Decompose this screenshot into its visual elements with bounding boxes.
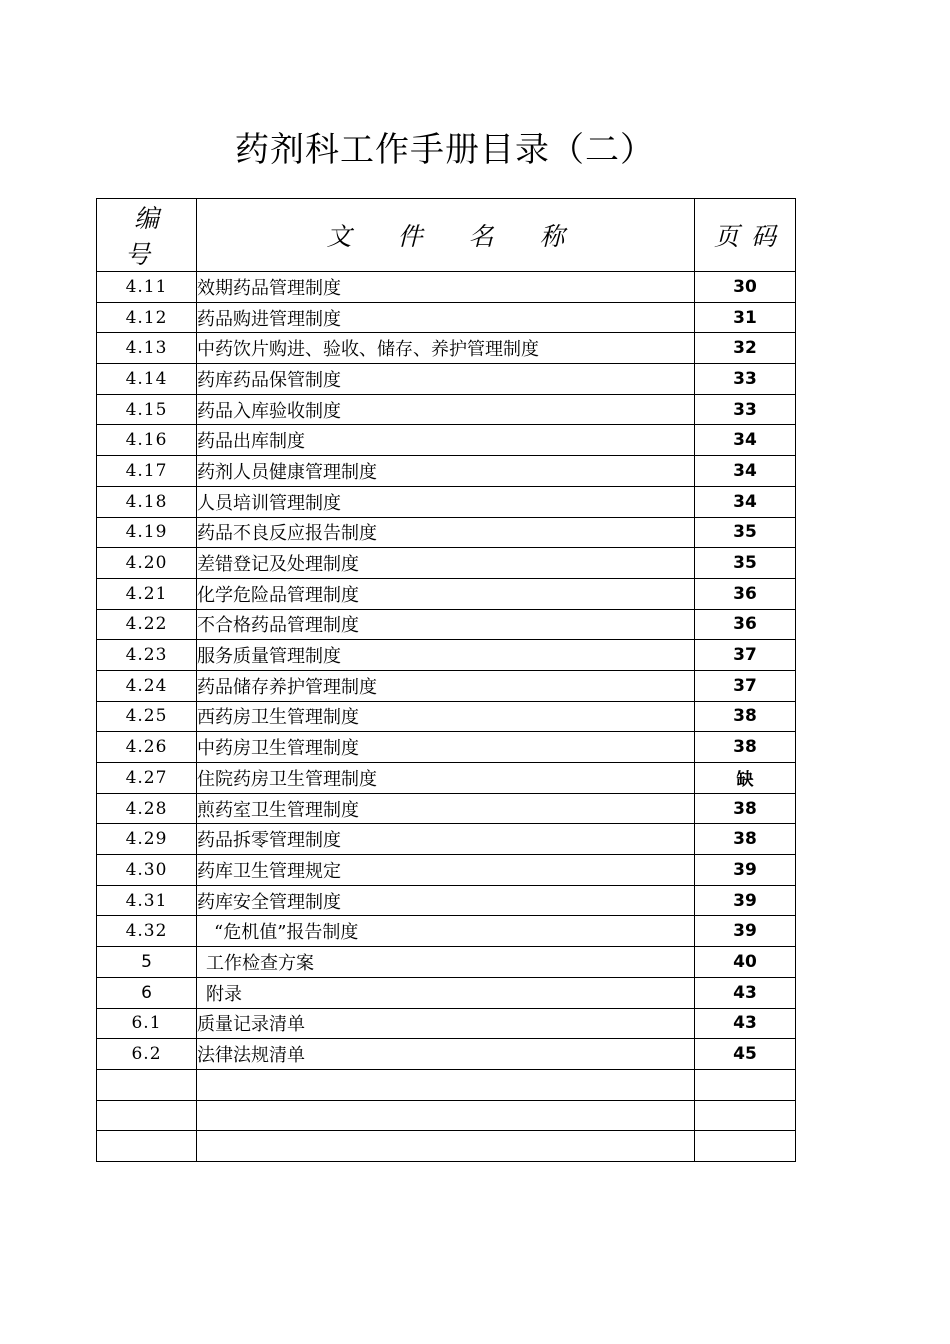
- row-page: [695, 1131, 796, 1162]
- table-row: [97, 855, 796, 886]
- table-row: [97, 793, 796, 824]
- row-page: 33: [695, 364, 796, 395]
- row-page: 39: [695, 855, 796, 886]
- row-number: 4.24: [97, 670, 197, 701]
- row-number: [97, 1131, 197, 1162]
- table-row: [97, 364, 796, 395]
- table-row: [97, 302, 796, 333]
- row-page: 39: [695, 916, 796, 947]
- row-number: [97, 1100, 197, 1131]
- table-row: [97, 885, 796, 916]
- row-title: 质量记录清单: [197, 1008, 695, 1039]
- row-number: 4.23: [97, 640, 197, 671]
- table-row: [97, 1039, 796, 1070]
- row-number: 4.32: [97, 916, 197, 947]
- row-page: 缺: [695, 763, 796, 794]
- table-row: [97, 824, 796, 855]
- header-name: 文件名称: [197, 199, 695, 272]
- row-page: 34: [695, 425, 796, 456]
- row-number: 4.16: [97, 425, 197, 456]
- row-number: 4.12: [97, 302, 197, 333]
- row-page: 38: [695, 732, 796, 763]
- row-number: [97, 1069, 197, 1100]
- row-page: 30: [695, 272, 796, 303]
- row-number: 4.30: [97, 855, 197, 886]
- row-title: 效期药品管理制度: [197, 272, 695, 303]
- table-row: [97, 1069, 796, 1100]
- row-number: 4.17: [97, 456, 197, 487]
- row-page: 32: [695, 333, 796, 364]
- row-page: 38: [695, 793, 796, 824]
- row-title: 服务质量管理制度: [197, 640, 695, 671]
- row-title: 药品储存养护管理制度: [197, 670, 695, 701]
- row-number: 4.14: [97, 364, 197, 395]
- page-title: 药剂科工作手册目录（二）: [235, 130, 655, 170]
- row-title: 差错登记及处理制度: [197, 548, 695, 579]
- row-number: 4.29: [97, 824, 197, 855]
- row-page: 35: [695, 517, 796, 548]
- table-row: [97, 272, 796, 303]
- table-row: [97, 701, 796, 732]
- row-page: [695, 1069, 796, 1100]
- table-row: [97, 456, 796, 487]
- table-row: [97, 977, 796, 1008]
- row-number: 4.19: [97, 517, 197, 548]
- row-number: 4.21: [97, 578, 197, 609]
- row-number: 4.11: [97, 272, 197, 303]
- row-title: 药库药品保管制度: [197, 364, 695, 395]
- row-page: 34: [695, 456, 796, 487]
- table-row: [97, 947, 796, 978]
- row-title: 药库卫生管理规定: [197, 855, 695, 886]
- row-title: 药品拆零管理制度: [197, 824, 695, 855]
- header-page: 页码: [695, 199, 796, 272]
- row-title: 住院药房卫生管理制度: [197, 763, 695, 794]
- row-page: 37: [695, 670, 796, 701]
- table-row: [97, 640, 796, 671]
- table-row: [97, 486, 796, 517]
- table-row: [97, 763, 796, 794]
- row-page: 45: [695, 1039, 796, 1070]
- table-header-row: [97, 199, 796, 272]
- row-title: 不合格药品管理制度: [197, 609, 695, 640]
- header-number: 编号: [97, 199, 197, 272]
- row-title: [197, 1131, 695, 1162]
- row-title: 药剂人员健康管理制度: [197, 456, 695, 487]
- table-row: [97, 578, 796, 609]
- row-title: 西药房卫生管理制度: [197, 701, 695, 732]
- row-title: 药品入库验收制度: [197, 394, 695, 425]
- table-row: [97, 1008, 796, 1039]
- row-page: 33: [695, 394, 796, 425]
- row-number: 4.31: [97, 885, 197, 916]
- row-title: 法律法规清单: [197, 1039, 695, 1070]
- row-number: 4.15: [97, 394, 197, 425]
- row-number: 4.13: [97, 333, 197, 364]
- row-number: 6.2: [97, 1039, 197, 1070]
- row-title: 煎药室卫生管理制度: [197, 793, 695, 824]
- table-row: [97, 1100, 796, 1131]
- row-number: 4.25: [97, 701, 197, 732]
- row-number: 4.26: [97, 732, 197, 763]
- row-page: [695, 1100, 796, 1131]
- row-number: 6: [97, 977, 197, 1008]
- row-page: 31: [695, 302, 796, 333]
- row-page: 36: [695, 609, 796, 640]
- row-title: 药品购进管理制度: [197, 302, 695, 333]
- table-row: [97, 394, 796, 425]
- table-row: [97, 916, 796, 947]
- row-title: 中药房卫生管理制度: [197, 732, 695, 763]
- row-title: [197, 1100, 695, 1131]
- row-number: 4.27: [97, 763, 197, 794]
- row-number: 4.28: [97, 793, 197, 824]
- table-row: [97, 609, 796, 640]
- row-title: 人员培训管理制度: [197, 486, 695, 517]
- row-page: 38: [695, 824, 796, 855]
- table-row: [97, 333, 796, 364]
- row-page: 37: [695, 640, 796, 671]
- row-title: 中药饮片购进、验收、储存、养护管理制度: [197, 333, 695, 364]
- row-page: 34: [695, 486, 796, 517]
- row-page: 43: [695, 977, 796, 1008]
- table-row: [97, 732, 796, 763]
- table-row: [97, 548, 796, 579]
- row-number: 4.22: [97, 609, 197, 640]
- row-title: “危机值”报告制度: [197, 916, 695, 947]
- row-page: 38: [695, 701, 796, 732]
- table-row: [97, 1131, 796, 1162]
- row-title: 药品出库制度: [197, 425, 695, 456]
- row-number: 4.20: [97, 548, 197, 579]
- table-row: [97, 670, 796, 701]
- row-title: 附录: [197, 977, 695, 1008]
- row-number: 4.18: [97, 486, 197, 517]
- row-page: 36: [695, 578, 796, 609]
- row-title: [197, 1069, 695, 1100]
- row-number: 6.1: [97, 1008, 197, 1039]
- row-page: 35: [695, 548, 796, 579]
- row-title: 药库安全管理制度: [197, 885, 695, 916]
- row-title: 工作检查方案: [197, 947, 695, 978]
- table-row: [97, 517, 796, 548]
- row-number: 5: [97, 947, 197, 978]
- toc-table: [96, 198, 796, 1162]
- row-page: 43: [695, 1008, 796, 1039]
- row-title: 化学危险品管理制度: [197, 578, 695, 609]
- table-row: [97, 425, 796, 456]
- row-page: 39: [695, 885, 796, 916]
- row-page: 40: [695, 947, 796, 978]
- row-title: 药品不良反应报告制度: [197, 517, 695, 548]
